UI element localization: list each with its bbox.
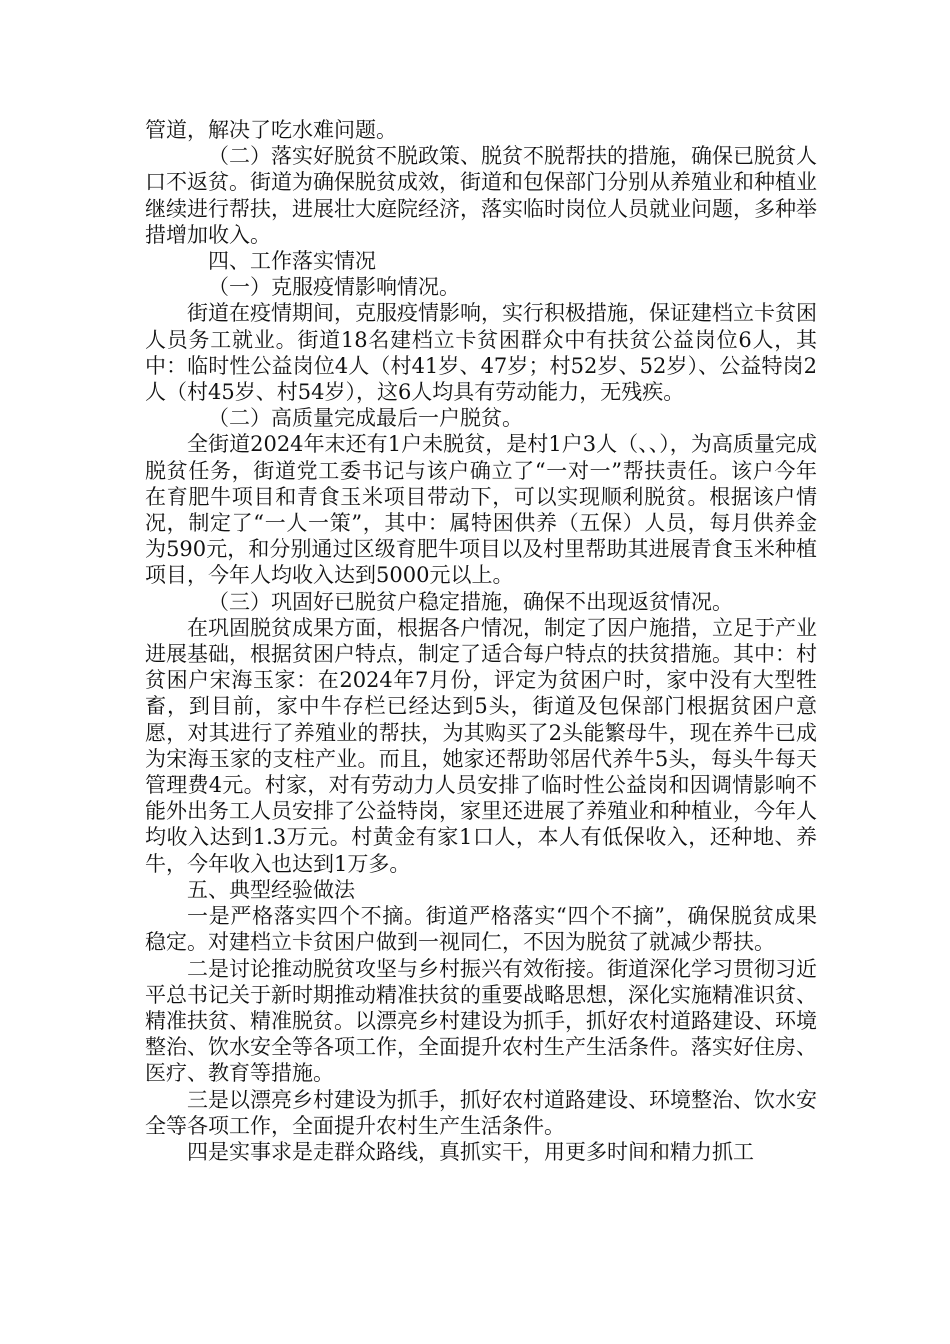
subheading-last-household: （二）高质量完成最后一户脱贫。 [208, 406, 523, 431]
paragraph-continuation: 管道，解决了吃水难问题。 [145, 118, 397, 142]
paragraph-last-household: 全街道2024年末还有1户未脱贫，是村1户3人（、、），为高质量完成脱贫任务，街道党工委书记与该户确立了“一对一”帮扶责任。该户今年在育肥牛项目和青食玉米项目带动下，可以实现顺利脱贫。根据该户情况，制定了“一人一策”，其中：属特困供养（五保）人员，每月供养金为590元，和分别通过区级育肥牛项目以及村里帮助其进展青食玉米种植项目，今年人均收入达到5000元以上。 [145, 432, 817, 588]
document-body [145, 117, 817, 1165]
paragraph-experience-4: 四是实事求是走群众路线，真抓实干，用更多时间和精力抓工 [187, 1139, 754, 1164]
paragraph-experience-2: 二是讨论推动脱贫攻坚与乡村振兴有效衔接。街道深化学习贯彻习近平总书记关于新时期推动精准扶贫的重要战略思想，深化实施精准识贫、精准扶贫、精准脱贫。以漂亮乡村建设为抓手，抓好农村道路建设、环境整治、饮水安全等各项工作，全面提升农村生产生活条件。落实好住房、医疗、教育等措施。 [145, 956, 817, 1086]
paragraph-consolidate: 在巩固脱贫成果方面，根据各户情况，制定了因户施措，立足于产业进展基础，根据贫困户特点，制定了适合每户特点的扶贫措施。其中：村贫困户宋海玉家：在2024年7月份，评定为贫困户时，家中没有大型牲畜，到目前，家中牛存栏已经达到5头，街道及包保部门根据贫困户意愿，对其进行了养殖业的帮扶，为其购买了2头能繁母牛，现在养牛已成为宋海玉家的支柱产业。而且，她家还帮助邻居代养牛5头，每头牛每天管理费4元。村家，对有劳动力人员安排了临时性公益岗和因调情影响不能外出务工人员安排了公益特岗，家里还进展了养殖业和种植业，今年人均收入达到1.3万元。村黄金有家1口人，本人有低保收入，还种地、养牛，今年收入也达到1万多。 [145, 615, 817, 876]
paragraph-subheading-2-measures: （二）落实好脱贫不脱政策、脱贫不脱帮扶的措施，确保已脱贫人口不返贫。街道为确保脱贫成效，街道和包保部门分别从养殖业和种植业继续进行帮扶，进展壮大庭院经济，落实临时岗位人员就业问题，多种举措增加收入。 [145, 144, 817, 247]
paragraph-epidemic: 街道在疫情期间，克服疫情影响，实行积极措施，保证建档立卡贫困人员务工就业。街道18名建档立卡贫困群众中有扶贫公益岗位6人，其中：临时性公益岗位4人（村41岁、47岁；村52岁、52岁）、公益特岗2人（村45岁、村54岁），这6人均具有劳动能力，无残疾。 [145, 301, 817, 405]
section-heading-4: 四、工作落实情况 [208, 249, 376, 274]
subheading-consolidate: （三）巩固好已脱贫户稳定措施，确保不出现返贫情况。 [208, 589, 733, 614]
paragraph-experience-3: 三是以漂亮乡村建设为抓手，抓好农村道路建设、环境整治、饮水安全等各项工作，全面提升农村生产生活条件。 [145, 1087, 817, 1138]
subheading-epidemic: （一）克服疫情影响情况。 [208, 275, 460, 300]
paragraph-experience-1: 一是严格落实四个不摘。街道严格落实“四个不摘”，确保脱贫成果稳定。对建档立卡贫困户做到一视同仁，不因为脱贫了就减少帮扶。 [145, 904, 817, 955]
section-heading-5: 五、典型经验做法 [187, 877, 355, 902]
